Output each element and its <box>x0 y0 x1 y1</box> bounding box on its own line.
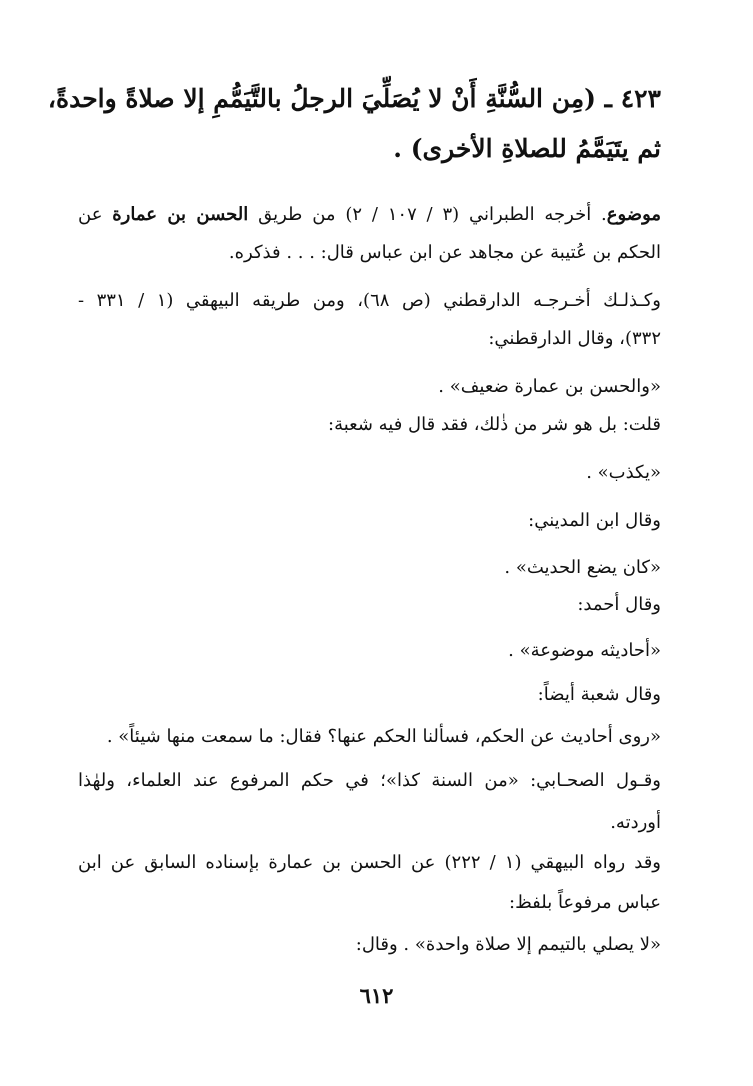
hadith-heading-line-1: ٤٢٣ ـ (مِن السُّنَّةِ أَنْ لا يُصَلِّيَ الرجلُ بالتَّيَمُّمِ إلا صلاةً واحدةً، <box>47 84 661 113</box>
bayhaqi-wording-line: عباس مرفوعاً بلفظ: <box>509 892 661 913</box>
daraqutni-said-line: ٣٣٢)، وقال الدارقطني: <box>488 328 661 349</box>
page-number: ٦١٢ <box>359 983 394 1008</box>
author-comment-line: قلت: بل هو شر من ذٰلك، فقد قال فيه شعبة: <box>328 414 661 435</box>
narrator-name: الحسن بن عمارة <box>112 204 249 225</box>
verdict-tail: عن <box>78 204 113 225</box>
chain-line: الحكم بن عُتيبة عن مجاهد عن ابن عباس قال: . . . فذكره. <box>228 242 661 263</box>
ahmad-line: وقال أحمد: <box>577 594 661 615</box>
quote-bayhaqi: «لا يصلي بالتيمم إلا صلاة واحدة» . وقال: <box>355 934 661 955</box>
verdict-label: موضوع <box>606 204 662 225</box>
quote-shuba: «يكذب» . <box>586 462 661 483</box>
hadith-heading-line-2: ثم يتَيَمَّمُ للصلاةِ الأخرى) . <box>393 134 661 163</box>
quote-ahmad: «أحاديثه موضوعة» . <box>508 640 661 661</box>
quote-daraqutni: «والحسن بن عمارة ضعيف» . <box>438 376 661 397</box>
verdict-line <box>78 204 661 225</box>
companion-statement-end: أوردته. <box>610 812 661 833</box>
quote-shuba-2: «روى أحاديث عن الحكم، فسألنا الحكم عنها؟ فقال: ما سمعت منها شيئاً» . <box>106 726 661 747</box>
bayhaqi-line: وقد رواه البيهقي (١ / ٢٢٢) عن الحسن بن عمارة بإسناده السابق عن ابن <box>78 852 661 873</box>
quote-ibn-madini: «كان يضع الحديث» . <box>504 557 661 578</box>
shuba-also-line: وقال شعبة أيضاً: <box>537 684 661 705</box>
companion-statement-line: وقـول الصحـابي: «من السنة كذا»؛ في حكم المرفوع عند العلماء، ولهٰذا <box>78 770 661 791</box>
daraqutni-line: وكـذلـك أخـرجـه الدارقطني (ص ٦٨)، ومن طريقه البيهقي (١ / ٣٣١ - <box>78 290 661 311</box>
verdict-source: . أخرجه الطبراني (٣ / ١٠٧ / ٢) من طريق <box>248 204 607 225</box>
ibn-madini-line: وقال ابن المديني: <box>528 510 661 531</box>
